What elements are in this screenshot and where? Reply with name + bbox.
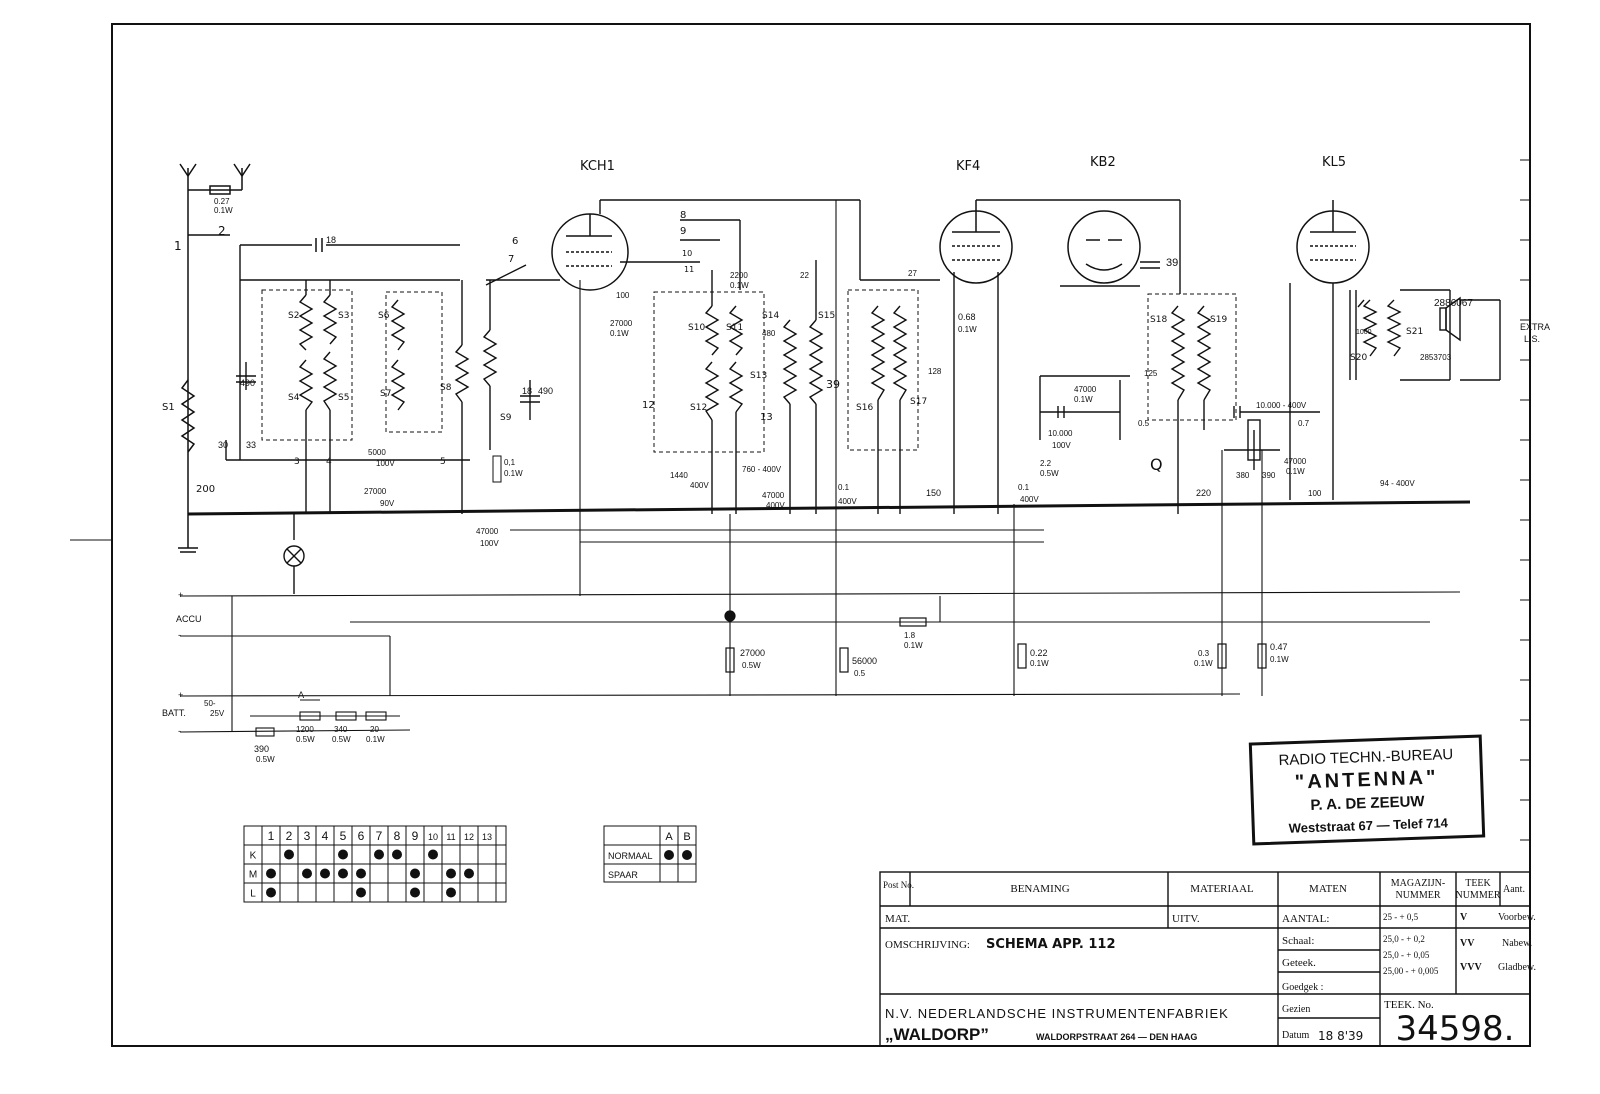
position-column-header: B xyxy=(683,831,691,843)
coil-s10-label: S10 xyxy=(688,323,706,333)
switch-column-header: 8 xyxy=(393,829,401,843)
tube-kl5 xyxy=(1297,200,1369,283)
switch-2-label: 2 xyxy=(218,224,226,238)
c30-label: 30 xyxy=(218,440,229,450)
p05-label: 0.5 xyxy=(1138,419,1150,428)
batt-label: BATT. xyxy=(162,708,186,718)
finish-symbol-1: V xyxy=(1460,912,1468,923)
uitv-label: UITV. xyxy=(1172,913,1200,925)
switch-dot xyxy=(392,850,402,860)
finish-symbol-2: VV xyxy=(1460,938,1475,949)
switch-6-label: 6 xyxy=(512,236,519,247)
switch-column-header: 7 xyxy=(375,829,383,843)
switch-dot xyxy=(410,869,420,879)
switch-dot xyxy=(284,850,294,860)
switch-column-header: 2 xyxy=(285,829,293,843)
c33-label: 33 xyxy=(246,440,257,450)
switch-8-label: 8 xyxy=(680,210,687,221)
if-coil-box-2 xyxy=(1148,294,1236,420)
r068w-label: 0.1W xyxy=(958,325,977,334)
r18w-label: 0.1W xyxy=(904,641,923,650)
mat-label: MAT. xyxy=(885,913,911,925)
company-line-2: „WALDORP” xyxy=(885,1025,989,1044)
c01bv-label: 400V xyxy=(1020,495,1039,504)
tolerance-4: 25,00 - + 0,005 xyxy=(1383,966,1439,976)
c01-label: 0.1 xyxy=(838,483,850,492)
batt-v2-label: 25V xyxy=(210,709,225,718)
q-label: Q xyxy=(1150,455,1163,474)
r047w-label: 0.1W xyxy=(1270,655,1289,664)
switch-column-header: 9 xyxy=(411,829,419,843)
r340-label: 340 xyxy=(334,725,348,734)
coil-s7-label: S7 xyxy=(380,389,392,399)
r022-label: 0.22 xyxy=(1030,648,1048,658)
r390w-label: 0.5W xyxy=(256,755,275,764)
tube-kl5-label: KL5 xyxy=(1322,155,1347,170)
switch-dot xyxy=(356,869,366,879)
company-line-3: WALDORPSTRAAT 264 — DEN HAAG xyxy=(1036,1032,1198,1042)
c10000v-label: 100V xyxy=(1052,441,1071,450)
switch-dot xyxy=(338,869,348,879)
tolerance-2: 25,0 - + 0,2 xyxy=(1383,934,1425,944)
switch-column-header: 13 xyxy=(481,832,493,842)
r100-label: 100 xyxy=(616,291,630,300)
switch-column-header: 11 xyxy=(446,832,456,842)
coil-s2-label: S2 xyxy=(288,311,300,321)
c18-label: 18 xyxy=(326,235,337,245)
c390-label: 390 xyxy=(1262,471,1276,480)
antenna-stamp xyxy=(1250,736,1483,844)
coil-s11-label: S11 xyxy=(726,323,744,333)
r-027w-label: 0.1W xyxy=(214,206,233,215)
teek-no-label: TEEK. No. xyxy=(1384,999,1434,1011)
oscillator-coil-box xyxy=(654,292,764,452)
switch-9-label: 9 xyxy=(680,226,687,237)
position-row-label: NORMAAL xyxy=(608,851,653,861)
coil-s20-label: S20 xyxy=(1350,353,1368,363)
if-coil-box-1 xyxy=(848,290,918,450)
c480-label: 480 xyxy=(762,329,776,338)
maten-header: MATEN xyxy=(1309,883,1347,895)
switch-column-header: 12 xyxy=(463,832,475,842)
materiaal-header: MATERIAAL xyxy=(1190,883,1254,895)
a-label: A xyxy=(298,691,305,701)
teek-header-2: NUMMER xyxy=(1455,890,1501,901)
teek-header: TEEK xyxy=(1465,878,1491,889)
switch-12-label: 12 xyxy=(642,400,655,411)
r47000w-label: 100V xyxy=(480,539,499,548)
r27000b-label: 27000 xyxy=(740,648,766,658)
c220-label: 220 xyxy=(1196,488,1212,498)
finish-label-3: Gladbew. xyxy=(1498,962,1536,973)
r390-label: 390 xyxy=(254,744,270,754)
drawing-number: 34598. xyxy=(1395,1009,1515,1049)
r01-resistor xyxy=(493,456,501,482)
switch-5-label: 5 xyxy=(440,457,446,467)
tube-kch1-label: KCH1 xyxy=(580,159,615,174)
r20w-label: 0.1W xyxy=(366,735,385,744)
magazijn-header-2: NUMMER xyxy=(1395,890,1441,901)
c1440v-label: 400V xyxy=(690,481,709,490)
c47000v-label: 400V xyxy=(766,501,785,510)
tolerance-3: 25,0 - + 0,05 xyxy=(1383,950,1430,960)
c22-label: 22 xyxy=(800,271,809,280)
c94-label: 94 - 400V xyxy=(1380,479,1415,488)
c18b-label: 18 xyxy=(522,386,533,396)
c27000v-label: 90V xyxy=(380,499,395,508)
switch-dot xyxy=(446,869,456,879)
position-dot xyxy=(664,850,674,860)
c125-label: 125 xyxy=(1144,369,1158,378)
switch-1-label: 1 xyxy=(174,239,182,253)
switch-dot xyxy=(338,850,348,860)
stamp-line2: "ANTENNA" xyxy=(1294,766,1439,794)
switch-column-header: 4 xyxy=(321,829,329,843)
schaal-label: Schaal: xyxy=(1282,935,1315,947)
coil-s17-label: S17 xyxy=(910,397,928,407)
c760-label: 760 - 400V xyxy=(742,465,782,474)
r022w-label: 0.1W xyxy=(1030,659,1049,668)
tube-kb2-label: KB2 xyxy=(1090,155,1116,170)
c5000v-label: 100V xyxy=(376,459,395,468)
aantal-label: AANTAL: xyxy=(1282,913,1330,925)
switch-column-header: 1 xyxy=(267,829,275,843)
tube-kf4 xyxy=(940,200,1012,283)
coil-no-label: 2853703 xyxy=(1420,353,1452,362)
coil-s4-label: S4 xyxy=(288,393,300,403)
batt-v-label: 50- xyxy=(204,699,216,708)
c200-label: 200 xyxy=(196,484,216,495)
geteek-label: Geteek. xyxy=(1282,957,1316,969)
c490b-label: 490 xyxy=(538,386,554,396)
datum-label: Datum xyxy=(1282,1030,1310,1041)
tube-kf4-label: KF4 xyxy=(956,159,981,174)
c01b-label: 0.1 xyxy=(1018,483,1030,492)
c47000-label: 47000 xyxy=(762,491,785,500)
stamp-line1: RADIO TECHN.-BUREAU xyxy=(1278,745,1454,770)
switch-dot xyxy=(302,869,312,879)
stamp-line4: Weststraat 67 — Telef 714 xyxy=(1288,815,1449,836)
r03-label: 0.3 xyxy=(1198,649,1210,658)
finish-label-1: Voorbew. xyxy=(1498,912,1536,923)
switch-row-label: M xyxy=(248,869,258,881)
c39-label: 39 xyxy=(1166,257,1179,269)
r47000c-label: 47000 xyxy=(1284,457,1307,466)
r56000w-label: 0.5 xyxy=(854,669,866,678)
switch-dot xyxy=(446,888,456,898)
r18-label: 1.8 xyxy=(904,631,916,640)
r47000b-label: 47000 xyxy=(1074,385,1097,394)
r03w-label: 0.1W xyxy=(1194,659,1213,668)
position-column-header: A xyxy=(665,831,673,843)
r2200-label: 2200 xyxy=(730,271,748,280)
switch-dot xyxy=(266,888,276,898)
extra-ls2-label: L.S. xyxy=(1524,334,1541,344)
minus-sign-2: - xyxy=(178,726,181,736)
switch-11-label: 11 xyxy=(684,265,695,274)
finish-symbol-3: VVV xyxy=(1460,962,1482,973)
c128-label: 128 xyxy=(928,367,942,376)
r340w-label: 0.5W xyxy=(332,735,351,744)
extra-ls-label: EXTRA xyxy=(1520,322,1551,332)
c100-label: 100 xyxy=(1308,489,1322,498)
switch-dot xyxy=(320,869,330,879)
r1200w-label: 0.5W xyxy=(296,735,315,744)
r22w-label: 0.5W xyxy=(1040,469,1059,478)
coil-s3-label: S3 xyxy=(338,311,350,321)
c5000-label: 5000 xyxy=(368,448,386,457)
tube-kb2 xyxy=(1068,211,1140,283)
c380-label: 380 xyxy=(1236,471,1250,480)
c27000-label: 27000 xyxy=(364,487,387,496)
r01w-label: 0.1W xyxy=(504,469,523,478)
c1440-label: 1440 xyxy=(670,471,688,480)
coil-s15-label: S15 xyxy=(818,311,836,321)
r27000w-label: 0.1W xyxy=(610,329,629,338)
plus-sign-2: + xyxy=(178,690,184,700)
r1200-label: 1200 xyxy=(296,725,314,734)
datum-value: 18 8'39 xyxy=(1318,1029,1364,1043)
omschrijving-value: SCHEMA APP. 112 xyxy=(986,937,1116,952)
magazijn-header: MAGAZIJN- xyxy=(1390,878,1446,889)
r56000-label: 56000 xyxy=(852,656,878,666)
r01-label: 0,1 xyxy=(504,458,516,467)
r068-label: 0.68 xyxy=(958,312,976,322)
switch-3-label: 3 xyxy=(294,457,300,467)
r27000-label: 27000 xyxy=(610,319,633,328)
aant-header: Aant. xyxy=(1503,884,1525,895)
omschrijving-label: OMSCHRIJVING: xyxy=(885,939,970,951)
accu-label: ACCU xyxy=(176,614,202,624)
c1000-label: 1000 xyxy=(1356,329,1372,336)
minus-sign: - xyxy=(178,630,181,640)
coil-s1-label: S1 xyxy=(162,402,175,413)
r2200w-label: 0.1W xyxy=(730,281,749,290)
position-dot xyxy=(682,850,692,860)
switch-column-header: 5 xyxy=(339,829,347,843)
c39-label-2: 39 xyxy=(826,378,840,391)
coil-s18-label: S18 xyxy=(1150,315,1168,325)
r-027-label: 0.27 xyxy=(214,197,230,206)
switch-row-label: L xyxy=(250,888,256,900)
transformer-no-label: 2886067 xyxy=(1434,298,1473,309)
coil-s12-label: S12 xyxy=(690,403,708,413)
c10000b-label: 10.000 - 400V xyxy=(1256,401,1307,410)
coil-s13-label: S13 xyxy=(750,371,768,381)
r47000-label: 47000 xyxy=(476,527,499,536)
switch-column-header: 3 xyxy=(303,829,311,843)
switch-7-label: 7 xyxy=(508,254,515,265)
switch-column-header: 6 xyxy=(357,829,365,843)
switch-row-label: K xyxy=(249,850,257,862)
r47000cw-label: 0.1W xyxy=(1286,467,1305,476)
coil-s16-label: S16 xyxy=(856,403,874,413)
r047-label: 0.47 xyxy=(1270,642,1288,652)
p07-label: 0.7 xyxy=(1298,419,1310,428)
coil-s19-label: S19 xyxy=(1210,315,1228,325)
stamp-line3: P. A. DE ZEEUW xyxy=(1310,793,1425,814)
tube-kch1 xyxy=(552,214,628,290)
position-row-label: SPAAR xyxy=(608,870,638,880)
coil-s9-label: S9 xyxy=(500,413,512,423)
r22-label: 2.2 xyxy=(1040,459,1052,468)
switch-13-label: 13 xyxy=(760,412,773,423)
r20-label: 20 xyxy=(370,725,379,734)
plus-sign: + xyxy=(178,590,184,600)
c27-label: 27 xyxy=(908,269,917,278)
benaming-header: BENAMING xyxy=(1010,883,1070,895)
coil-s6-label: S6 xyxy=(378,311,390,321)
company-line-1: N.V. NEDERLANDSCHE INSTRUMENTENFABRIEK xyxy=(885,1006,1229,1021)
switch-dot xyxy=(356,888,366,898)
tolerance-1: 25 - + 0,5 xyxy=(1383,912,1419,922)
switch-dot xyxy=(374,850,384,860)
switch-dot xyxy=(464,869,474,879)
post-no-label: Post No. xyxy=(883,880,915,890)
switch-dot xyxy=(428,850,438,860)
gezien-label: Gezien xyxy=(1282,1004,1311,1015)
switch-column-header: 10 xyxy=(427,832,439,842)
finish-label-2: Nabew. xyxy=(1502,938,1533,949)
pilot-lamp xyxy=(284,514,304,594)
coil-s5-label: S5 xyxy=(338,393,350,403)
switch-10-label: 10 xyxy=(682,249,693,258)
r47000bw-label: 0.1W xyxy=(1074,395,1093,404)
switch-dot xyxy=(266,869,276,879)
coil-s8-label: S8 xyxy=(440,383,452,393)
position-table-content xyxy=(608,831,692,880)
c150-label: 150 xyxy=(926,488,942,498)
c490a-label: 490 xyxy=(240,378,256,388)
frame-ticks xyxy=(70,160,1530,840)
lower-resistors xyxy=(725,611,1266,672)
r27000bw-label: 0.5W xyxy=(742,661,761,670)
switch-dot xyxy=(410,888,420,898)
c10000-label: 10.000 xyxy=(1048,429,1073,438)
coil-s21-label: S21 xyxy=(1406,327,1424,337)
switch-4-label: 4 xyxy=(326,457,332,467)
goedgek-label: Goedgek : xyxy=(1282,982,1324,993)
input-coil-box-2 xyxy=(386,292,442,432)
c01v-label: 400V xyxy=(838,497,857,506)
coil-s14-label: S14 xyxy=(762,311,780,321)
